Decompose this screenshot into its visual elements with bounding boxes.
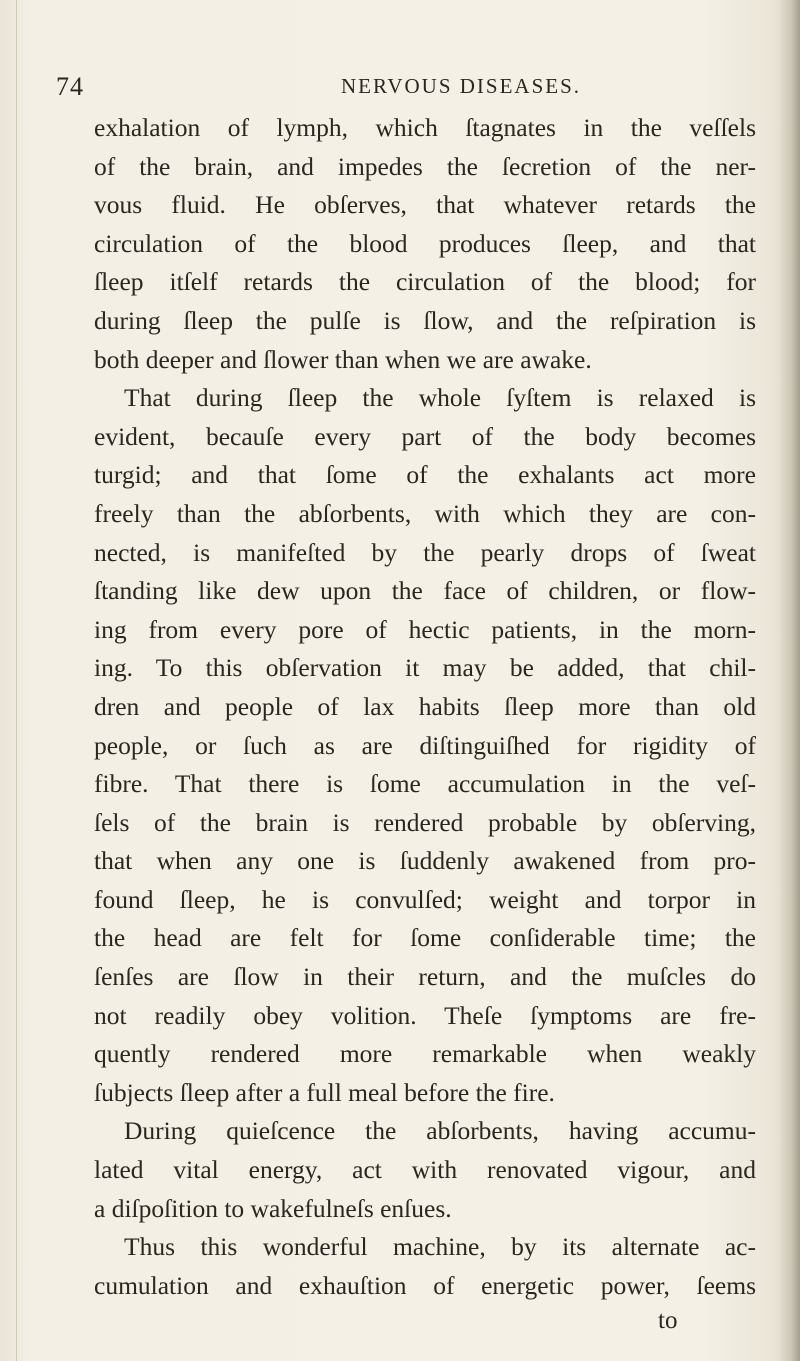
text-line: nected, is manifeſted by the pearly drops of ſweat	[94, 537, 756, 567]
catchword: to	[658, 1307, 678, 1334]
text-line: not readily obey volition. Theſe ſymptoms are fre-	[94, 1000, 756, 1030]
text-line: the head are felt for ſome conſiderable time; the	[94, 923, 756, 953]
paragraph-start-line: That during ſleep the whole ſyſtem is relaxed is	[124, 383, 756, 413]
text-line: found ſleep, he is convulſed; weight and torpor in	[94, 884, 756, 914]
text-line: ing from every pore of hectic patients, in the morn-	[94, 614, 756, 644]
text-line: ſtanding like dew upon the face of children, or flow-	[94, 576, 756, 606]
text-line: exhalation of lymph, which ſtagnates in the veſſels	[94, 113, 756, 142]
text-line: during ſleep the pulſe is ſlow, and the reſpiration is	[94, 305, 756, 335]
text-line: that when any one is ſuddenly awakened from pro-	[94, 846, 756, 876]
body-text	[94, 109, 756, 1305]
text-line: vous fluid. He obſerves, that whatever retards the	[94, 190, 756, 220]
text-line: cumulation and exhauſtion of energetic power, ſeems	[94, 1270, 756, 1300]
text-line: ſenſes are ſlow in their return, and the muſcles do	[94, 962, 756, 992]
text-line: a diſpoſition to wakefulneſs enſues.	[94, 1193, 452, 1223]
paragraph-start-line: Thus this wonderful machine, by its alternate ac-	[124, 1232, 756, 1262]
text-line: dren and people of lax habits ſleep more than old	[94, 691, 756, 721]
text-line: freely than the abſorbents, with which they are con-	[94, 498, 756, 528]
text-line: ing. To this obſervation it may be added, that chil-	[94, 653, 756, 683]
right-page-edge-shadow	[778, 0, 800, 1361]
text-line: both deeper and ſlower than when we are awake.	[94, 344, 592, 374]
text-line: quently rendered more remarkable when weakly	[94, 1039, 756, 1069]
paragraph-start-line: During quieſcence the abſorbents, having accumu-	[124, 1116, 756, 1146]
running-title: NERVOUS DISEASES.	[341, 74, 582, 98]
text-line: lated vital energy, act with renovated vigour, and	[94, 1155, 756, 1185]
text-line: ſubjects ſleep after a full meal before the fire.	[94, 1077, 555, 1107]
text-line: fibre. That there is ſome accumulation in the veſ-	[94, 769, 756, 799]
running-head	[56, 62, 736, 102]
text-line: people, or ſuch as are diſtinguiſhed for rigidity of	[94, 730, 756, 760]
text-line: ſleep itſelf retards the circulation of the blood; for	[94, 267, 756, 297]
text-line: of the brain, and impedes the ſecretion of the ner-	[94, 151, 756, 181]
left-binding-edge	[0, 0, 17, 1361]
text-line: evident, becauſe every part of the body becomes	[94, 421, 756, 451]
page-number: 74	[56, 72, 84, 101]
text-line: turgid; and that ſome of the exhalants act more	[94, 460, 756, 490]
text-line: circulation of the blood produces ſleep, and that	[94, 228, 756, 258]
text-line: ſels of the brain is rendered probable by obſerving,	[94, 807, 756, 837]
